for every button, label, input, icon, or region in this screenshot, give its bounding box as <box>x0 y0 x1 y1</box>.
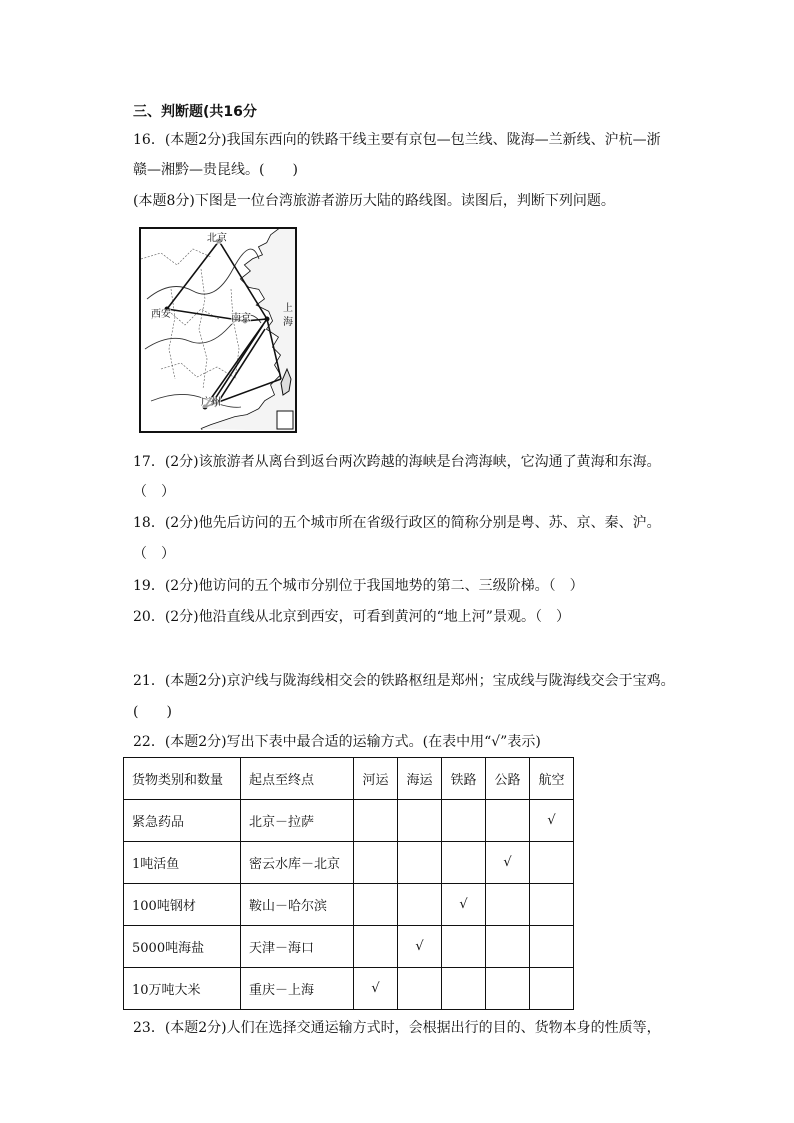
header-sea: 海运 <box>398 758 442 800</box>
cell-route: 重庆－上海 <box>241 968 354 1010</box>
cell-air: √ <box>530 800 574 842</box>
cell-goods: 紧急药品 <box>124 800 241 842</box>
transport-table <box>123 757 574 1010</box>
question-18-line-1: 18．(2分)他先后访问的五个城市所在省级行政区的简称分别是粤、苏、京、秦、沪。 <box>133 515 661 531</box>
cell-goods: 100吨钢材 <box>124 884 241 926</box>
cell-road <box>486 800 530 842</box>
question-17-line-2: （ ） <box>133 484 175 500</box>
cell-air <box>530 926 574 968</box>
label-beijing: 北京 <box>207 233 227 244</box>
cell-rail: √ <box>442 884 486 926</box>
label-nanjing: 南京 <box>231 313 251 324</box>
cell-river <box>354 842 398 884</box>
cell-road <box>486 884 530 926</box>
question-16-line-1: 16．(本题2分)我国东西向的铁路干线主要有京包—包兰线、陇海—兰新线、沪杭—浙 <box>133 132 661 148</box>
cell-air <box>530 842 574 884</box>
cell-river <box>354 800 398 842</box>
question-16-line-2: 赣—湘黔—贵昆线。( ) <box>133 162 298 178</box>
cell-route: 天津－海口 <box>241 926 354 968</box>
question-21-line-1: 21．(本题2分)京沪线与陇海线相交会的铁路枢纽是郑州；宝成线与陇海线交会于宝鸡。 <box>133 673 675 689</box>
travel-route-map <box>139 227 297 433</box>
question-19: 19．(2分)他访问的五个城市分别位于我国地势的第二、三级阶梯。（ ） <box>133 578 584 594</box>
cell-rail <box>442 842 486 884</box>
cell-rail <box>442 800 486 842</box>
cell-air <box>530 968 574 1010</box>
cell-river <box>354 926 398 968</box>
route-guangzhou-shanghai-3 <box>215 329 265 407</box>
table-header-row <box>124 758 574 800</box>
table-row <box>124 884 574 926</box>
route-beijing-xian <box>167 241 219 309</box>
route-guangzhou-shanghai-2 <box>211 325 263 405</box>
table-row <box>124 800 574 842</box>
header-road: 公路 <box>486 758 530 800</box>
cell-rail <box>442 926 486 968</box>
cell-sea <box>398 800 442 842</box>
section-title: 三、判断题(共16分 <box>133 104 257 120</box>
cell-sea <box>398 842 442 884</box>
cell-river <box>354 884 398 926</box>
label-xian: 西安 <box>151 309 171 320</box>
table-row <box>124 926 574 968</box>
yellow-river <box>147 249 259 299</box>
header-river: 河运 <box>354 758 398 800</box>
map-question-intro: (本题8分)下图是一位台湾旅游者游历大陆的路线图。读图后，判断下列问题。 <box>133 193 615 209</box>
question-20: 20．(2分)他沿直线从北京到西安，可看到黄河的“地上河”景观。（ ） <box>133 609 570 625</box>
label-shanghai-2: 海 <box>283 317 293 328</box>
question-21-line-2: ( ) <box>133 704 172 720</box>
header-route: 起点至终点 <box>241 758 354 800</box>
table-row <box>124 842 574 884</box>
cell-goods: 5000吨海盐 <box>124 926 241 968</box>
cell-air <box>530 884 574 926</box>
question-18-line-2: （ ） <box>133 546 175 562</box>
cell-goods: 1吨活鱼 <box>124 842 241 884</box>
cell-route: 北京－拉萨 <box>241 800 354 842</box>
header-air: 航空 <box>530 758 574 800</box>
label-shanghai-1: 上 <box>283 303 293 314</box>
label-guangzhou: 广州 <box>201 397 221 408</box>
cell-river: √ <box>354 968 398 1010</box>
inset-box <box>277 411 293 429</box>
cell-road <box>486 926 530 968</box>
header-rail: 铁路 <box>442 758 486 800</box>
cell-rail <box>442 968 486 1010</box>
question-22: 22．(本题2分)写出下表中最合适的运输方式。(在表中用“√”表示) <box>133 734 541 750</box>
pearl-river <box>151 394 241 407</box>
city-dot-shanghai <box>265 317 270 322</box>
cell-sea <box>398 884 442 926</box>
table-row <box>124 968 574 1010</box>
cell-sea <box>398 968 442 1010</box>
cell-route: 鞍山－哈尔滨 <box>241 884 354 926</box>
header-goods: 货物类别和数量 <box>124 758 241 800</box>
question-17-line-1: 17．(2分)该旅游者从离台到返台两次跨越的海峡是台湾海峡，它沟通了黄海和东海。 <box>133 454 661 470</box>
cell-road: √ <box>486 842 530 884</box>
cell-goods: 10万吨大米 <box>124 968 241 1010</box>
cell-sea: √ <box>398 926 442 968</box>
cell-road <box>486 968 530 1010</box>
cell-route: 密云水库－北京 <box>241 842 354 884</box>
question-23: 23．(本题2分)人们在选择交通运输方式时，会根据出行的目的、货物本身的性质等， <box>133 1020 661 1036</box>
